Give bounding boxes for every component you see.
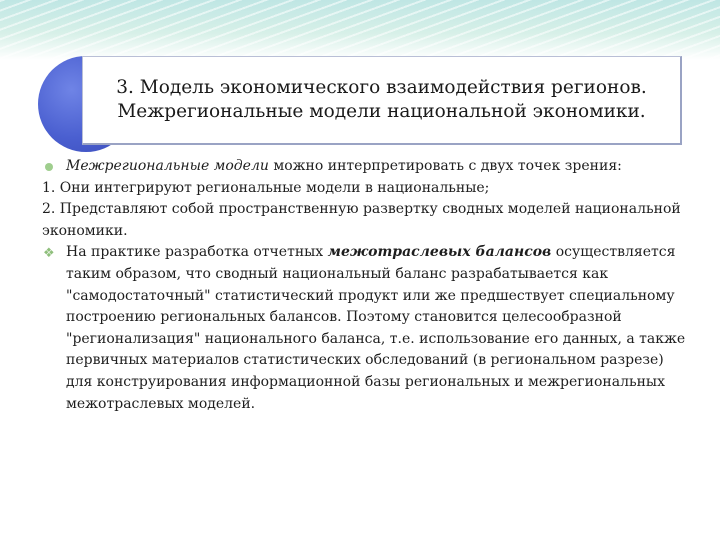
paragraph-models	[42, 156, 692, 178]
header-decorative-band	[0, 0, 720, 60]
term-interbranch-balances: межотраслевых балансов	[327, 244, 552, 261]
list-item-2: 2. Представляют собой пространственную развертку сводных моделей национальной экономики.	[42, 201, 681, 239]
title-box	[82, 56, 682, 145]
list-item-1: 1. Они интегрируют региональные модели в национальные;	[42, 179, 490, 196]
paragraph-practice	[42, 242, 692, 415]
term-interregional-models: Межрегиональные модели	[66, 158, 269, 174]
paragraph-practice-text: осуществляется таким образом, что сводный национальный баланс разрабатывается как "самодостаточный" статистический продукт или же предшествует специальному построению региональных балансов. Поэтому становится целесообразной "регионализация" национального баланса, т.е. использование его данных, а также первичных материалов статистических обследований (в региональном разрезе) для конструирования информационной базы региональных и межрегиональных межотраслевых моделей.	[66, 244, 686, 412]
slide-body	[42, 156, 692, 415]
diamond-bullet-icon: ❖	[43, 246, 55, 262]
slide-title: 3. Модель экономического взаимодействия регионов. Межрегиональные модели национальной экономики.	[116, 77, 647, 122]
paragraph-practice-intro: На практике разработка отчетных	[66, 244, 328, 261]
circle-bullet-icon	[45, 163, 53, 171]
paragraph-models-text: можно интерпретировать с двух точек зрения:	[268, 158, 622, 174]
